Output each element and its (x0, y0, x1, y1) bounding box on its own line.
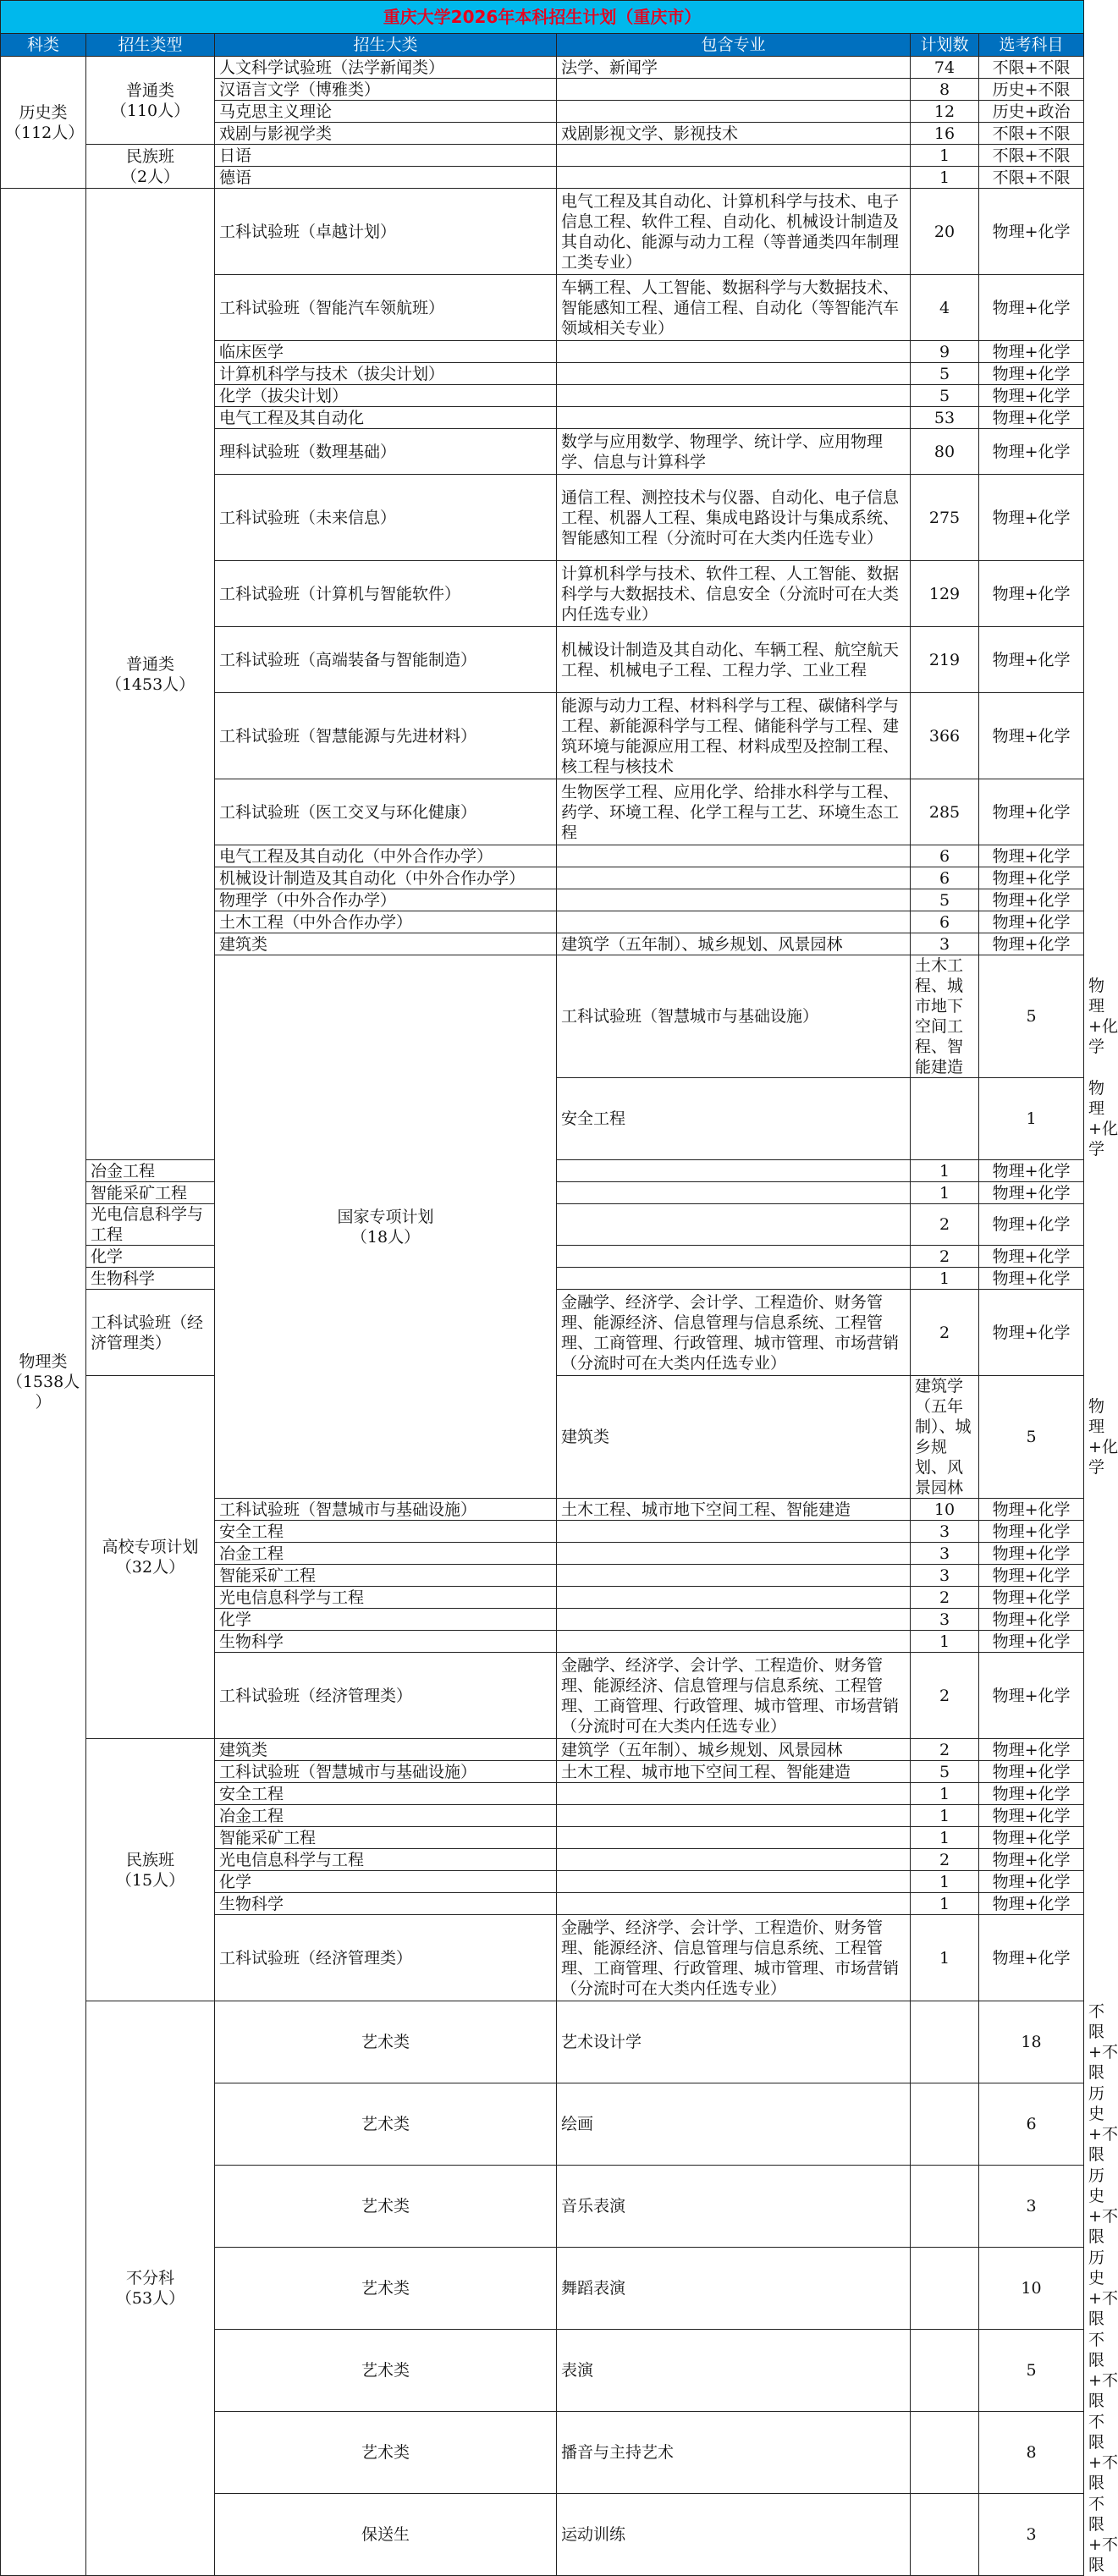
table-row (1, 189, 1084, 275)
table-row: 保送生 运动训练 3 不限+不限 (1, 2494, 1084, 2576)
included-majors-cell: 金融学、经济学、会计学、工程造价、财务管理、能源经济、信息管理与信息系统、工程管理、工商管理、行政管理、城市管理、市场营销（分流时可在大类内任选专业） (557, 1653, 911, 1739)
table-row (1, 57, 1084, 79)
major-category-cell: 人文科学试验班（法学新闻类） (215, 57, 557, 79)
admission-type-cell: 艺术类 (215, 2166, 557, 2248)
table-row: 艺术类 绘画 6 历史+不限 (1, 2083, 1084, 2166)
included-majors-cell (557, 845, 911, 867)
admission-type-cell: 艺术类 (215, 2412, 557, 2494)
plan-count-cell: 2 (911, 1246, 979, 1268)
header-included-majors: 包含专业 (557, 34, 911, 57)
major-category-cell: 工科试验班（智慧城市与基础设施） (557, 955, 911, 1078)
major-category-cell: 电气工程及其自动化（中外合作办学） (215, 845, 557, 867)
plan-count-cell: 1 (911, 1268, 979, 1290)
plan-count-cell: 2 (911, 1290, 979, 1376)
plan-count-cell: 1 (911, 145, 979, 167)
required-subjects-cell: 物理+化学 (979, 1761, 1084, 1783)
included-majors-cell (911, 2330, 979, 2412)
included-majors-cell: 计算机科学与技术、软件工程、人工智能、数据科学与大数据技术、信息安全（分流时可在大类内任选专业） (557, 561, 911, 627)
admission-type-cell: 国家专项计划 （18人） (215, 955, 557, 1499)
plan-count-cell: 1 (979, 1078, 1084, 1160)
required-subjects-cell: 物理+化学 (979, 275, 1084, 341)
table-row: 不分科 （53人） 艺术类 艺术设计学 18 不限+不限 (1, 2001, 1084, 2083)
plan-count-cell: 1 (911, 1783, 979, 1805)
major-category-cell: 工科试验班（智慧城市与基础设施） (215, 1499, 557, 1521)
admission-type-cell: 普通类 （1453人） (86, 189, 215, 1160)
major-category-cell: 安全工程 (215, 1783, 557, 1805)
required-subjects-cell: 物理+化学 (979, 1871, 1084, 1893)
major-category-cell: 生物科学 (215, 1893, 557, 1915)
header-required-subjects: 选考科目 (979, 34, 1084, 57)
admission-type-cell: 普通类 （110人） (86, 57, 215, 145)
major-category-cell: 冶金工程 (215, 1805, 557, 1827)
major-category-cell: 冶金工程 (86, 1160, 215, 1182)
required-subjects-cell: 历史+不限 (979, 79, 1084, 101)
major-category-cell: 临床医学 (215, 341, 557, 363)
plan-count-cell: 1 (911, 1893, 979, 1915)
major-category-cell: 运动训练 (557, 2494, 911, 2576)
plan-count-cell: 1 (911, 1915, 979, 2001)
included-majors-cell: 生物医学工程、应用化学、给排水科学与工程、药学、环境工程、化学工程与工艺、环境生态工程 (557, 779, 911, 845)
included-majors-cell (911, 1078, 979, 1160)
table-row: 国家专项计划 （18人） 工科试验班（智慧城市与基础设施） 土木工程、城市地下空间工程、智能建造 5 物理+化学 (1, 955, 1084, 1078)
required-subjects-cell: 物理+化学 (979, 407, 1084, 429)
major-category-cell: 化学 (86, 1246, 215, 1268)
required-subjects-cell: 物理+化学 (979, 627, 1084, 693)
required-subjects-cell: 物理+化学 (979, 1739, 1084, 1761)
included-majors-cell (557, 1827, 911, 1849)
required-subjects-cell: 物理+化学 (979, 1499, 1084, 1521)
included-majors-cell: 电气工程及其自动化、计算机科学与技术、电子信息工程、软件工程、自动化、机械设计制造及其自动化、能源与动力工程（等普通类四年制理工类专业） (557, 189, 911, 275)
plan-count-cell: 366 (911, 693, 979, 779)
included-majors-cell: 建筑学（五年制）、城乡规划、风景园林 (557, 933, 911, 955)
admission-type-cell: 民族班 （2人） (86, 145, 215, 189)
plan-count-cell: 53 (911, 407, 979, 429)
plan-count-cell: 5 (911, 1761, 979, 1783)
required-subjects-cell: 不限+不限 (979, 167, 1084, 189)
table-row (1, 145, 1084, 167)
plan-count-cell: 1 (911, 1871, 979, 1893)
required-subjects-cell: 物理+化学 (979, 363, 1084, 385)
header-plan-count: 计划数 (911, 34, 979, 57)
table-body (1, 57, 1118, 2576)
plan-count-cell: 5 (911, 363, 979, 385)
plan-count-cell: 5 (979, 955, 1084, 1078)
included-majors-cell (557, 79, 911, 101)
required-subjects-cell: 物理+化学 (979, 341, 1084, 363)
required-subjects-cell: 物理+化学 (979, 561, 1084, 627)
required-subjects-cell: 物理+化学 (979, 1783, 1084, 1805)
included-majors-cell (557, 1204, 911, 1246)
major-category-cell: 工科试验班（计算机与智能软件） (215, 561, 557, 627)
plan-count-cell: 10 (911, 1499, 979, 1521)
included-majors-cell (557, 167, 911, 189)
included-majors-cell (557, 1783, 911, 1805)
included-majors-cell (557, 889, 911, 911)
required-subjects-cell: 物理+化学 (979, 1182, 1084, 1204)
included-majors-cell: 法学、新闻学 (557, 57, 911, 79)
required-subjects-cell: 物理+化学 (979, 1827, 1084, 1849)
included-majors-cell: 金融学、经济学、会计学、工程造价、财务管理、能源经济、信息管理与信息系统、工程管理、工商管理、行政管理、城市管理、市场营销（分流时可在大类内任选专业） (557, 1915, 911, 2001)
major-category-cell: 舞蹈表演 (557, 2248, 911, 2330)
plan-count-cell: 285 (911, 779, 979, 845)
included-majors-cell (557, 1182, 911, 1204)
major-category-cell: 冶金工程 (215, 1543, 557, 1565)
plan-count-cell: 8 (979, 2412, 1084, 2494)
major-category-cell: 表演 (557, 2330, 911, 2412)
plan-count-cell: 5 (979, 2330, 1084, 2412)
major-category-cell: 机械设计制造及其自动化（中外合作办学） (215, 867, 557, 889)
plan-count-cell: 1 (911, 1160, 979, 1182)
included-majors-cell (557, 1246, 911, 1268)
table-row (1, 1739, 1084, 1761)
required-subjects-cell: 物理+化学 (979, 1290, 1084, 1376)
included-majors-cell (911, 2412, 979, 2494)
plan-count-cell: 129 (911, 561, 979, 627)
admission-type-cell: 高校专项计划 （32人） (86, 1376, 215, 1739)
plan-count-cell: 3 (911, 1521, 979, 1543)
admission-type-cell: 艺术类 (215, 2083, 557, 2166)
required-subjects-cell: 物理+化学 (979, 1915, 1084, 2001)
plan-count-cell: 5 (979, 1376, 1084, 1499)
major-category-cell: 生物科学 (86, 1268, 215, 1290)
included-majors-cell (557, 1871, 911, 1893)
included-majors-cell (557, 1521, 911, 1543)
required-subjects-cell: 物理+化学 (979, 779, 1084, 845)
major-category-cell: 光电信息科学与工程 (215, 1849, 557, 1871)
required-subjects-cell: 物理+化学 (979, 911, 1084, 933)
plan-count-cell: 219 (911, 627, 979, 693)
included-majors-cell (557, 1565, 911, 1587)
included-majors-cell: 机械设计制造及其自动化、车辆工程、航空航天工程、机械电子工程、工程力学、工业工程 (557, 627, 911, 693)
table-row: 艺术类 表演 5 不限+不限 (1, 2330, 1084, 2412)
major-category-cell: 光电信息科学与工程 (86, 1204, 215, 1246)
plan-count-cell: 6 (911, 867, 979, 889)
required-subjects-cell: 物理+化学 (979, 693, 1084, 779)
major-category-cell: 绘画 (557, 2083, 911, 2166)
plan-count-cell: 1 (911, 167, 979, 189)
header-major-category: 招生大类 (215, 34, 557, 57)
plan-count-cell: 12 (911, 101, 979, 123)
table-title: 重庆大学2026年本科招生计划（重庆市） (1, 1, 1084, 34)
major-category-cell: 工科试验班（经济管理类） (215, 1653, 557, 1739)
major-category-cell: 汉语言文学（博雅类） (215, 79, 557, 101)
plan-count-cell: 2 (911, 1653, 979, 1739)
included-majors-cell (911, 2166, 979, 2248)
plan-count-cell: 3 (979, 2494, 1084, 2576)
included-majors-cell (911, 2083, 979, 2166)
major-category-cell: 安全工程 (215, 1521, 557, 1543)
major-category-cell: 工科试验班（医工交叉与环化健康） (215, 779, 557, 845)
included-majors-cell: 戏剧影视文学、影视技术 (557, 123, 911, 145)
plan-count-cell: 1 (911, 1182, 979, 1204)
plan-count-cell: 1 (911, 1631, 979, 1653)
required-subjects-cell: 物理+化学 (979, 933, 1084, 955)
table-row: 艺术类 音乐表演 3 历史+不限 (1, 2166, 1084, 2248)
major-category-cell: 工科试验班（高端装备与智能制造） (215, 627, 557, 693)
included-majors-cell (557, 407, 911, 429)
included-majors-cell (557, 1268, 911, 1290)
table-row: 艺术类 播音与主持艺术 8 不限+不限 (1, 2412, 1084, 2494)
subject-cell: 物理类 （1538人 ） (1, 189, 86, 2576)
major-category-cell: 电气工程及其自动化 (215, 407, 557, 429)
major-category-cell: 工科试验班（经济管理类） (86, 1290, 215, 1376)
required-subjects-cell: 物理+化学 (979, 1849, 1084, 1871)
required-subjects-cell: 物理+化学 (979, 1565, 1084, 1587)
major-category-cell: 工科试验班（卓越计划） (215, 189, 557, 275)
included-majors-cell: 土木工程、城市地下空间工程、智能建造 (911, 955, 979, 1078)
required-subjects-cell: 物理+化学 (979, 1543, 1084, 1565)
included-majors-cell: 土木工程、城市地下空间工程、智能建造 (557, 1761, 911, 1783)
admission-type-cell: 艺术类 (215, 2248, 557, 2330)
plan-count-cell: 3 (979, 2166, 1084, 2248)
table-row: 高校专项计划 （32人） 建筑类 建筑学（五年制）、城乡规划、风景园林 5 物理+化学 (1, 1376, 1084, 1499)
plan-count-cell: 3 (911, 1609, 979, 1631)
required-subjects-cell: 物理+化学 (979, 1160, 1084, 1182)
major-category-cell: 工科试验班（未来信息） (215, 475, 557, 561)
plan-count-cell: 6 (979, 2083, 1084, 2166)
major-category-cell: 建筑类 (557, 1376, 911, 1499)
included-majors-cell (557, 145, 911, 167)
included-majors-cell (557, 1893, 911, 1915)
required-subjects-cell: 物理+化学 (979, 1268, 1084, 1290)
plan-count-cell: 2 (911, 1739, 979, 1761)
required-subjects-cell: 物理+化学 (979, 1609, 1084, 1631)
major-category-cell: 土木工程（中外合作办学） (215, 911, 557, 933)
plan-count-cell: 20 (911, 189, 979, 275)
plan-count-cell: 275 (911, 475, 979, 561)
required-subjects-cell: 历史+政治 (979, 101, 1084, 123)
admission-type-cell: 保送生 (215, 2494, 557, 2576)
major-category-cell: 智能采矿工程 (215, 1565, 557, 1587)
required-subjects-cell: 物理+化学 (979, 1521, 1084, 1543)
admission-type-cell: 艺术类 (215, 2001, 557, 2083)
required-subjects-cell: 物理+化学 (979, 867, 1084, 889)
included-majors-cell: 通信工程、测控技术与仪器、自动化、电子信息工程、机器人工程、集成电路设计与集成系统、智能感知工程（分流时可在大类内任选专业） (557, 475, 911, 561)
required-subjects-cell: 物理+化学 (979, 889, 1084, 911)
major-category-cell: 化学 (215, 1871, 557, 1893)
required-subjects-cell: 物理+化学 (979, 1246, 1084, 1268)
plan-count-cell: 8 (911, 79, 979, 101)
required-subjects-cell: 物理+化学 (979, 429, 1084, 475)
included-majors-cell: 土木工程、城市地下空间工程、智能建造 (557, 1499, 911, 1521)
required-subjects-cell: 物理+化学 (979, 1893, 1084, 1915)
plan-count-cell: 2 (911, 1587, 979, 1609)
included-majors-cell (557, 911, 911, 933)
required-subjects-cell: 物理+化学 (979, 475, 1084, 561)
included-majors-cell (911, 2494, 979, 2576)
included-majors-cell (557, 1587, 911, 1609)
included-majors-cell (557, 1849, 911, 1871)
major-category-cell: 工科试验班（智能汽车领航班） (215, 275, 557, 341)
required-subjects-cell: 物理+化学 (979, 385, 1084, 407)
plan-count-cell: 3 (911, 933, 979, 955)
required-subjects-cell: 物理+化学 (979, 1805, 1084, 1827)
plan-count-cell: 4 (911, 275, 979, 341)
major-category-cell: 建筑类 (215, 1739, 557, 1761)
included-majors-cell: 建筑学（五年制）、城乡规划、风景园林 (911, 1376, 979, 1499)
table-row: 艺术类 舞蹈表演 10 历史+不限 (1, 2248, 1084, 2330)
major-category-cell: 日语 (215, 145, 557, 167)
major-category-cell: 艺术设计学 (557, 2001, 911, 2083)
required-subjects-cell: 不限+不限 (979, 123, 1084, 145)
included-majors-cell (557, 363, 911, 385)
major-category-cell: 马克思主义理论 (215, 101, 557, 123)
subject-cell: 不分科 （53人） (86, 2001, 215, 2576)
plan-count-cell: 3 (911, 1543, 979, 1565)
header-row (1, 34, 1084, 57)
included-majors-cell (557, 1609, 911, 1631)
major-category-cell: 生物科学 (215, 1631, 557, 1653)
required-subjects-cell: 物理+化学 (979, 1653, 1084, 1739)
included-majors-cell (557, 101, 911, 123)
major-category-cell: 德语 (215, 167, 557, 189)
major-category-cell: 化学 (215, 1609, 557, 1631)
included-majors-cell: 车辆工程、人工智能、数据科学与大数据技术、智能感知工程、通信工程、自动化（等智能汽车领域相关专业） (557, 275, 911, 341)
major-category-cell: 播音与主持艺术 (557, 2412, 911, 2494)
header-admission-type: 招生类型 (86, 34, 215, 57)
plan-count-cell: 74 (911, 57, 979, 79)
included-majors-cell (557, 1543, 911, 1565)
included-majors-cell (557, 1631, 911, 1653)
major-category-cell: 化学（拔尖计划） (215, 385, 557, 407)
included-majors-cell (557, 1805, 911, 1827)
plan-count-cell: 5 (911, 889, 979, 911)
major-category-cell: 光电信息科学与工程 (215, 1587, 557, 1609)
included-majors-cell (557, 1160, 911, 1182)
plan-count-cell: 6 (911, 845, 979, 867)
table-row: 安全工程 1 物理+化学 (1, 1078, 1084, 1160)
required-subjects-cell: 不限+不限 (979, 145, 1084, 167)
plan-count-cell: 5 (911, 385, 979, 407)
admission-type-cell: 民族班 （15人） (86, 1739, 215, 2001)
major-category-cell: 工科试验班（智慧城市与基础设施） (215, 1761, 557, 1783)
subject-cell: 历史类 （112人） (1, 57, 86, 189)
header-subject: 科类 (1, 34, 86, 57)
major-category-cell: 音乐表演 (557, 2166, 911, 2248)
plan-count-cell: 1 (911, 1827, 979, 1849)
plan-count-cell: 6 (911, 911, 979, 933)
included-majors-cell (911, 2001, 979, 2083)
admission-type-cell: 艺术类 (215, 2330, 557, 2412)
major-category-cell: 计算机科学与技术（拔尖计划） (215, 363, 557, 385)
required-subjects-cell: 物理+化学 (979, 189, 1084, 275)
major-category-cell: 智能采矿工程 (86, 1182, 215, 1204)
included-majors-cell: 建筑学（五年制）、城乡规划、风景园林 (557, 1739, 911, 1761)
major-category-cell: 工科试验班（智慧能源与先进材料） (215, 693, 557, 779)
included-majors-cell (557, 385, 911, 407)
included-majors-cell: 能源与动力工程、材料科学与工程、碳储科学与工程、新能源科学与工程、储能科学与工程、建筑环境与能源应用工程、材料成型及控制工程、核工程与核技术 (557, 693, 911, 779)
required-subjects-cell: 不限+不限 (979, 57, 1084, 79)
major-category-cell: 安全工程 (557, 1078, 911, 1160)
required-subjects-cell: 物理+化学 (979, 845, 1084, 867)
plan-count-cell: 80 (911, 429, 979, 475)
required-subjects-cell: 物理+化学 (979, 1631, 1084, 1653)
major-category-cell: 智能采矿工程 (215, 1827, 557, 1849)
included-majors-cell (911, 2248, 979, 2330)
included-majors-cell: 金融学、经济学、会计学、工程造价、财务管理、能源经济、信息管理与信息系统、工程管理、工商管理、行政管理、城市管理、市场营销（分流时可在大类内任选专业） (557, 1290, 911, 1376)
major-category-cell: 戏剧与影视学类 (215, 123, 557, 145)
included-majors-cell (557, 867, 911, 889)
plan-count-cell: 2 (911, 1849, 979, 1871)
major-category-cell: 建筑类 (215, 933, 557, 955)
major-category-cell: 物理学（中外合作办学） (215, 889, 557, 911)
required-subjects-cell: 物理+化学 (979, 1587, 1084, 1609)
plan-count-cell: 18 (979, 2001, 1084, 2083)
major-category-cell: 理科试验班（数理基础） (215, 429, 557, 475)
plan-count-cell: 10 (979, 2248, 1084, 2330)
plan-count-cell: 1 (911, 1805, 979, 1827)
plan-count-cell: 9 (911, 341, 979, 363)
plan-count-cell: 16 (911, 123, 979, 145)
plan-count-cell: 2 (911, 1204, 979, 1246)
included-majors-cell (557, 341, 911, 363)
plan-count-cell: 3 (911, 1565, 979, 1587)
included-majors-cell: 数学与应用数学、物理学、统计学、应用物理学、信息与计算科学 (557, 429, 911, 475)
major-category-cell: 工科试验班（经济管理类） (215, 1915, 557, 2001)
required-subjects-cell: 物理+化学 (979, 1204, 1084, 1246)
